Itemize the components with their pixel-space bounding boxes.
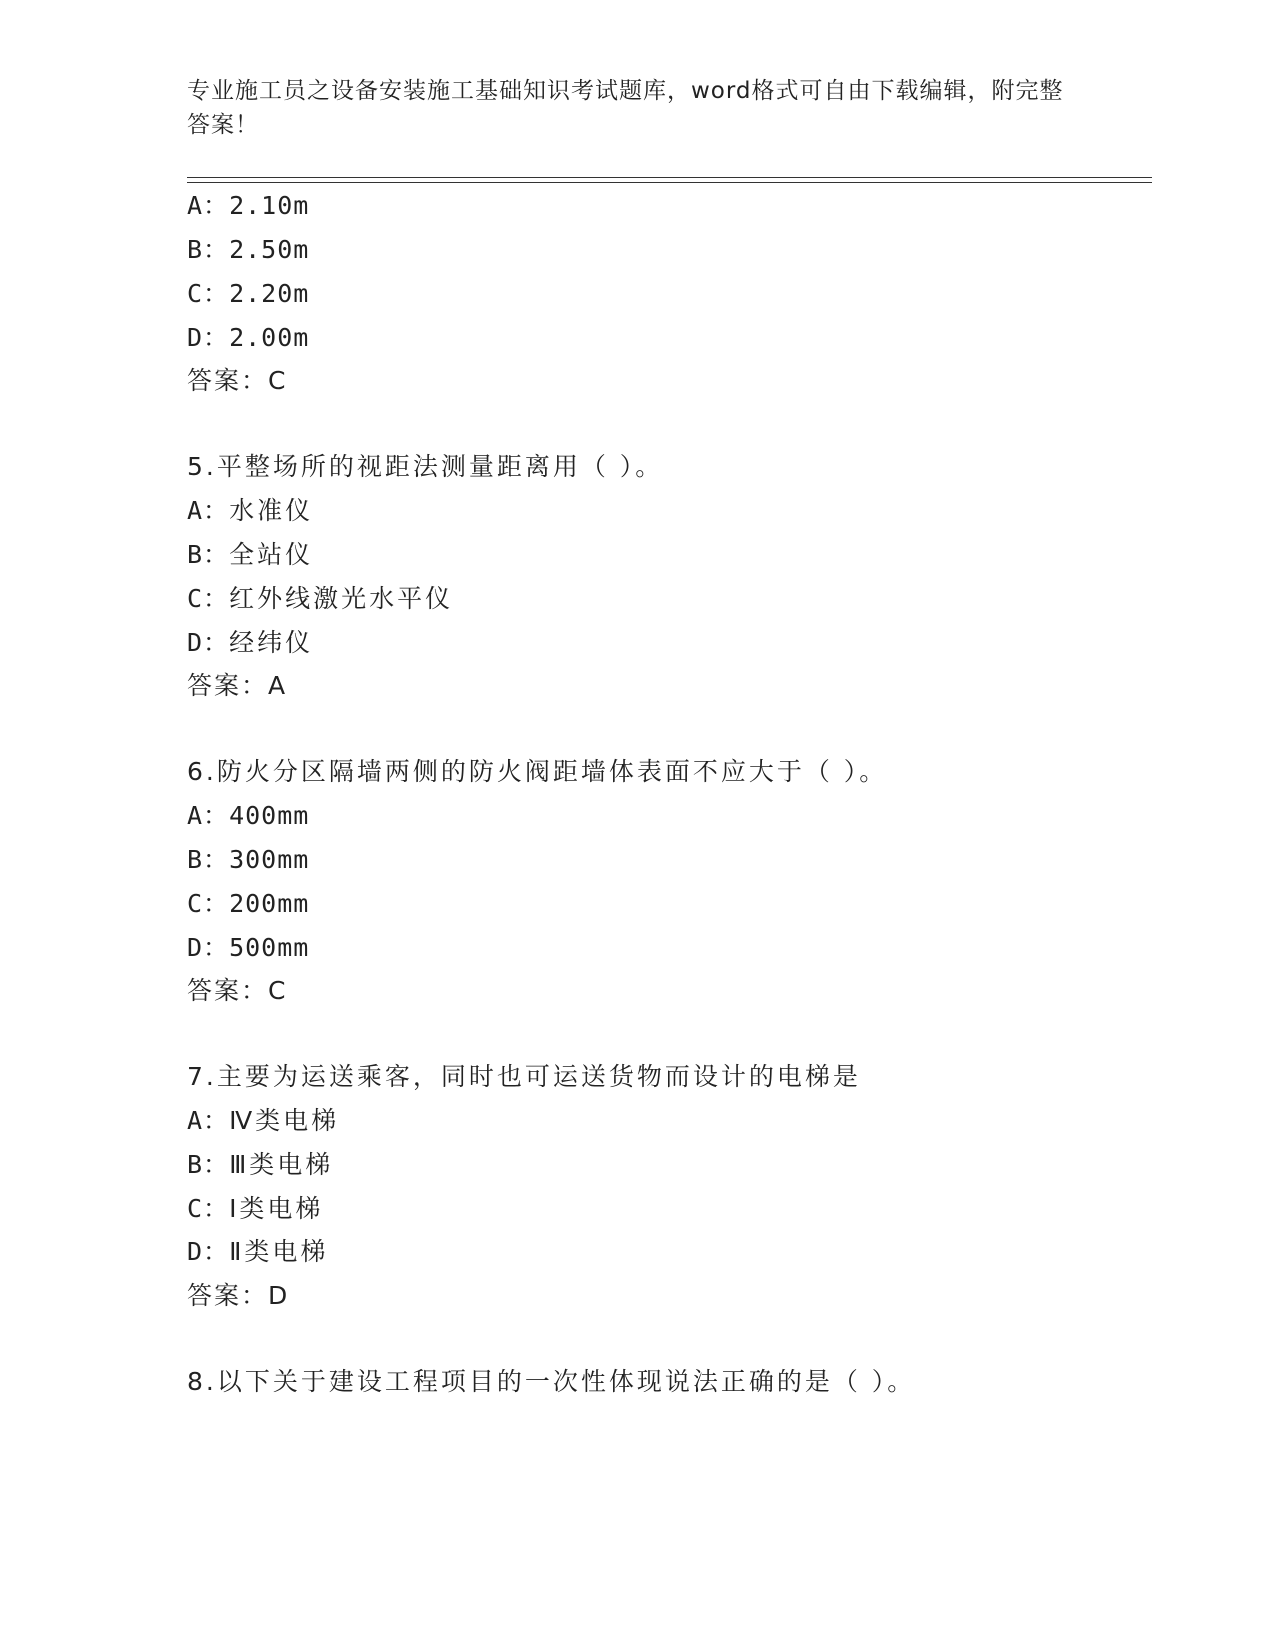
option-label: D： [187,933,230,962]
q5-option-c [187,584,453,614]
option-text: 2.50m [229,235,310,264]
q6-option-b [187,845,309,875]
option-label: C： [187,889,230,918]
q6-answer: 答案：C [187,976,288,1005]
option-text: 300mm [229,845,310,874]
q5-option-d [187,628,313,658]
q6-option-d [187,933,309,963]
option-label: C： [187,1194,230,1223]
q4-option-a [187,191,309,221]
option-text: Ⅲ类电梯 [229,1150,334,1179]
option-text: 200mm [229,889,310,918]
q4-option-b [187,235,309,265]
option-text: 经纬仪 [229,628,314,657]
document-header: 专业施工员之设备安装施工基础知识考试题库，word格式可自由下载编辑，附完整答案！ [187,78,1064,138]
option-text: 500mm [229,933,310,962]
q7-question: 7.主要为运送乘客，同时也可运送货物而设计的电梯是 [187,1062,861,1091]
option-label: D： [187,628,230,657]
option-label: B： [187,1150,230,1179]
option-label: A： [187,801,230,830]
q6-option-a [187,801,309,831]
option-text: Ⅳ类电梯 [229,1106,340,1135]
option-label: C： [187,279,230,308]
q5-answer: 答案：A [187,671,288,700]
option-text: 2.20m [229,279,310,308]
option-text: 2.10m [229,191,310,220]
q7-option-d [187,1237,328,1267]
q6-question: 6.防火分区隔墙两侧的防火阀距墙体表面不应大于（ ）。 [187,757,888,786]
option-label: D： [187,1237,230,1266]
q6-option-c [187,889,309,919]
q5-question: 5.平整场所的视距法测量距离用（ ）。 [187,452,664,481]
q4-option-d [187,323,309,353]
option-text: 红外线激光水平仪 [229,584,454,613]
q7-option-a [187,1106,339,1136]
q8-question: 8.以下关于建设工程项目的一次性体现说法正确的是（ ）。 [187,1367,916,1396]
option-text: 全站仪 [229,540,314,569]
option-text: Ⅱ类电梯 [229,1237,329,1266]
header-divider-top [187,177,1152,178]
option-text: 400mm [229,801,310,830]
option-label: A： [187,191,230,220]
q4-answer: 答案：C [187,366,288,395]
header-divider-bottom [187,182,1152,183]
q7-option-c [187,1194,323,1224]
q5-option-a [187,496,313,526]
option-label: B： [187,845,230,874]
option-label: A： [187,1106,230,1135]
option-label: B： [187,540,230,569]
option-text: Ⅰ类电梯 [229,1194,324,1223]
q7-option-b [187,1150,333,1180]
option-text: 2.00m [229,323,310,352]
option-text: 水准仪 [229,496,314,525]
option-label: C： [187,584,230,613]
option-label: D： [187,323,230,352]
option-label: B： [187,235,230,264]
q7-answer: 答案：D [187,1281,290,1310]
q4-option-c [187,279,309,309]
option-label: A： [187,496,230,525]
q5-option-b [187,540,313,570]
